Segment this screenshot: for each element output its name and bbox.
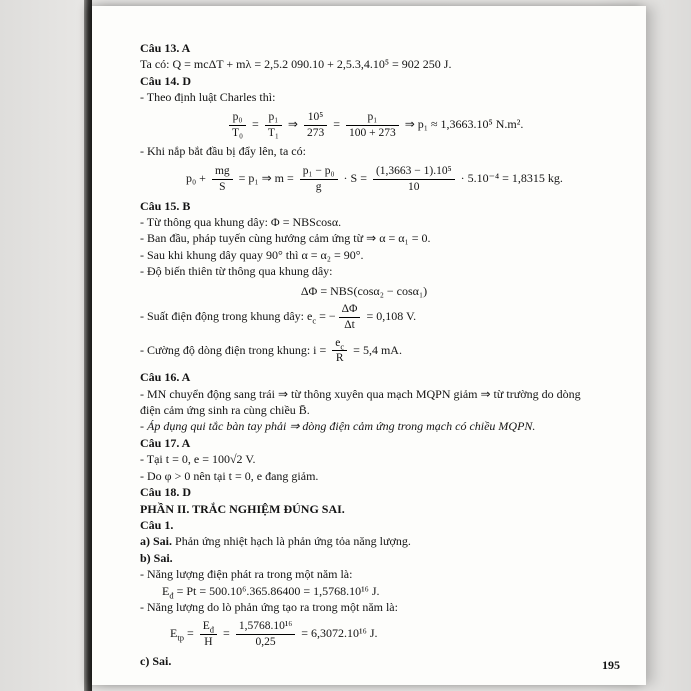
q17-title: Câu 17. A [140,435,191,450]
ec-base: e [335,336,341,349]
q14-line1: - Theo định luật Charles thì: [140,90,276,105]
op-eq-minus: = − [316,308,336,323]
q15-flux-formula: ΔΦ = NBS(cosα₂ − cosα₁) [300,283,428,298]
op-eq: = [249,116,262,131]
q14-title: Câu 14. D [140,73,192,88]
q17-line1: - Tại t = 0, e = 100√2 V. [140,452,256,467]
fraction-dp-g: $\frac{\text{p₁ − p₀}}{g}$ [300,165,338,194]
q14-formula-charles [140,111,588,140]
etp-base: E [170,626,178,641]
part2-heading: PHẦN II. TRẮC NGHIỆM ĐÚNG SAI. [140,501,345,516]
op-eq: = [220,626,233,641]
fraction-dPhi-dt: $\frac{\Delta\Phi}{\Delta t}$ [339,303,361,332]
current-prefix: - Cường độ dòng điện trong khung: i = [140,342,330,357]
formula-mid2: · S = [340,170,370,185]
ed-base: E [202,620,210,633]
q16-title: Câu 16. A [140,370,191,385]
ed-base: E [162,583,170,598]
formula-result: ⇒ p₁ ≈ 1,3663.10⁵ N.m². [401,116,524,131]
etp-subscript: tp [177,632,184,643]
fraction-p0-T0: $\frac{\text{p₀}}{\text{T₀}}$ [229,111,246,140]
formula-result: · 5.10⁻⁴ = 1,8315 kg. [457,170,563,185]
energy-electric-formula [140,583,588,599]
fraction-mg-S: $\frac{mg}{S}$ [212,165,233,194]
q15-line3: - Sau khi khung dây quay 90° thì α = α₂ = 90°. [140,247,364,262]
op-eq: = [183,626,197,641]
page-number: 195 [602,658,620,672]
book-page [92,6,646,685]
page-content [140,40,588,670]
q14-formula-mass [140,165,588,194]
q15-line4: - Độ biến thiên từ thông qua khung dây: [140,264,333,279]
op-implies: ⇒ [284,116,301,131]
q15-title: Câu 15. B [140,198,191,213]
ed-value: = Pt = 500.10⁶.365.86400 = 1,5768.10¹⁶ J. [173,583,380,598]
fraction-p1-T1: $\frac{\text{p₁}}{\text{T₁}}$ [265,111,282,140]
q13-title: Câu 13. A [140,41,191,55]
part2-answer-a [140,533,588,549]
energy-total-formula [140,620,588,649]
etp-result: = 6,3072.10¹⁶ J. [298,626,378,641]
emf-result: = 0,108 V. [363,308,417,323]
fraction-1e5-273: $\frac{\text{10⁵}}{273}$ [304,111,327,140]
part2-b-line2: - Năng lượng do lò phản ứng tạo ra trong một năm là: [140,599,398,614]
part2-answer-b: b) Sai. [140,550,173,565]
formula-lead: p₀ + [186,170,209,185]
q13-solution: Ta có: Q = mcΔT + mλ = 2,5.2 090.10 + 2,5.3,4.10⁵ = 902 250 J. [140,57,452,72]
q15-line2: - Ban đầu, pháp tuyến cùng hướng cảm ứng từ ⇒ α = α₁ = 0. [140,231,431,246]
op-eq: = [330,116,343,131]
part2-b-line1: - Năng lượng điện phát ra trong một năm là: [140,567,353,582]
ed-subscript: đ [209,624,215,635]
fraction-ec-R: $\frac{e_c}{R}$ [332,337,347,366]
fraction-p1-373: $\frac{\text{p₁}}{100 + 273}$ [346,111,399,140]
q14-line2: - Khi nắp bắt đầu bị đẩy lên, ta có: [140,144,306,159]
part2-answer-c: c) Sai. [140,654,172,669]
answer-a-text: Phản ứng nhiệt hạch là phản ứng tỏa năng lượng. [172,534,411,549]
q15-line1: - Từ thông qua khung dây: Φ = NBScosα. [140,214,342,229]
q17-line2: - Do φ > 0 nên tại t = 0, e đang giảm. [140,468,319,483]
q16-para2: - Áp dụng qui tắc bàn tay phải ⇒ dòng điện cảm ứng trong mạch có chiều MQPN. [140,419,536,434]
q16-para1: - MN chuyển động sang trái ⇒ từ thông xuyên qua mạch MQPN giảm ⇒ từ trường do dòng điện cảm ứng sinh ra cùng chiều B̄. [140,386,581,418]
emf-prefix: - Suất điện động trong khung dây: e [140,308,313,323]
q15-current-formula [140,337,588,366]
q18-title: Câu 18. D [140,485,192,500]
formula-mid: = p₁ ⇒ m = [235,170,297,185]
answer-a-label: a) Sai. [140,534,173,549]
fraction-Ed-H: $\frac{E_đ}{H}$ [200,620,217,649]
emf-subscript: c [312,315,317,326]
current-result: = 5,4 mA. [350,342,402,357]
ec-subscript: c [340,340,345,351]
book-spine-shadow [84,0,92,691]
fraction-Ed-value: $\frac{\text{1,5768.10¹⁶}}{0,25}$ [236,620,295,649]
ed-subscript: đ [169,589,174,600]
fraction-dp-value: $\frac{\text{(1,3663 − 1).10⁵}}{10}$ [373,165,455,194]
q15-emf-formula [140,303,588,332]
part2-q1-title: Câu 1. [140,517,174,532]
